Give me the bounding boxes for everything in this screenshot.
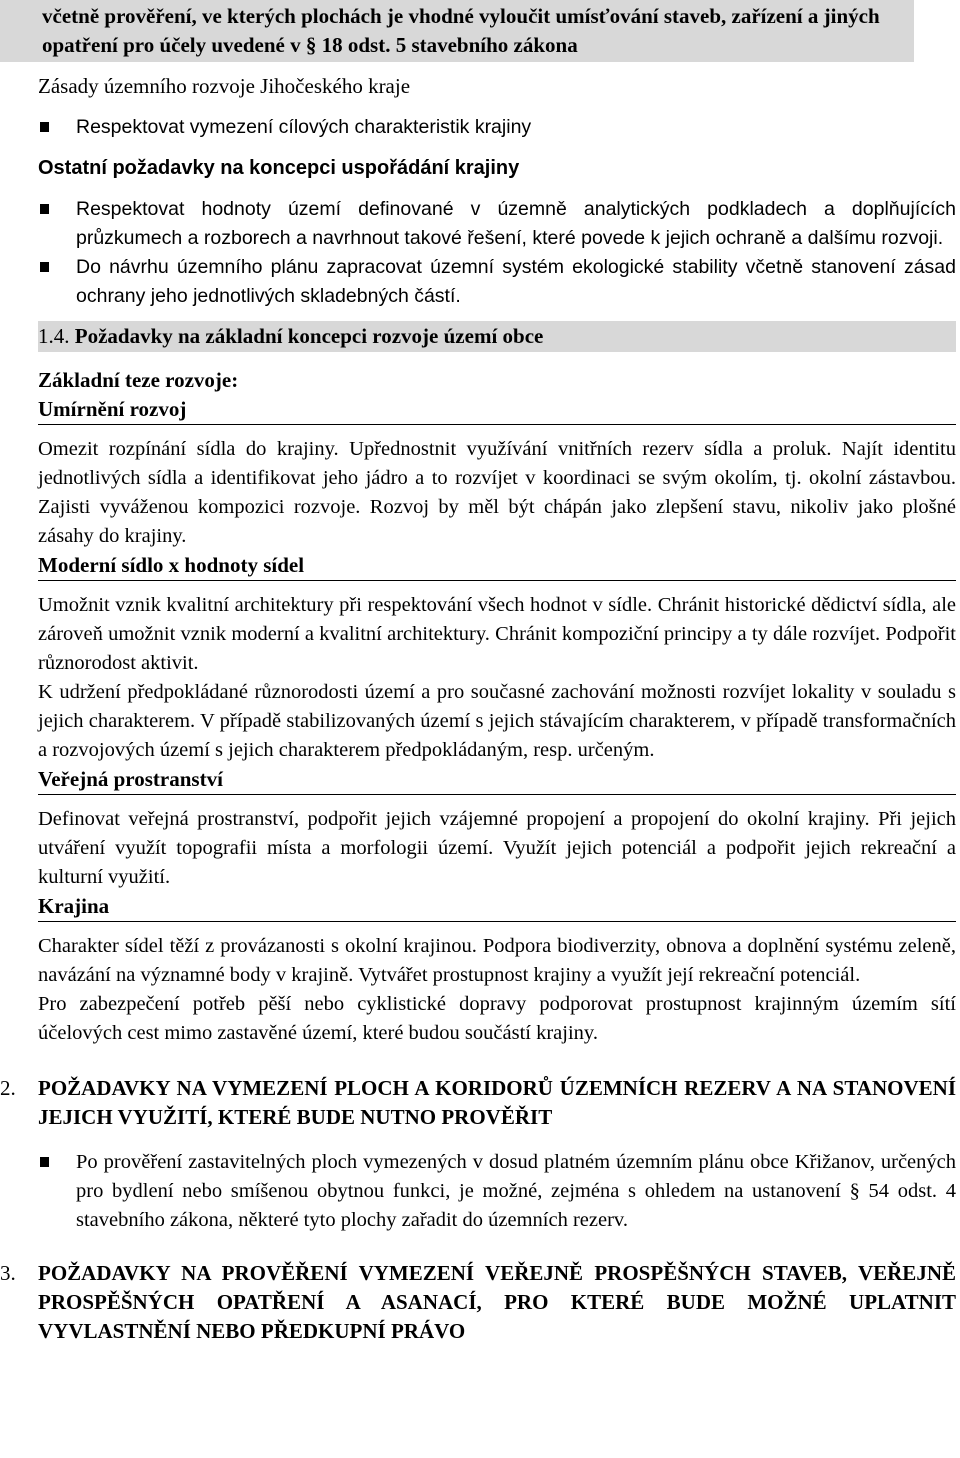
chapter-title: POŽADAVKY NA VYMEZENÍ PLOCH A KORIDORŮ ÚZEMNÍCH REZERV A NA STANOVENÍ JEJICH VYUŽITÍ, KTERÉ BUDE NUTNO PROVĚŘIT (38, 1076, 956, 1129)
intro-text: včetně prověření, ve kterých plochách je vhodné vyloučit umísťování staveb, zařízení a jiných opatření pro účely uvedené v § 18 odst. 5 stavebního zákona (42, 4, 880, 57)
ostatni-list (38, 195, 956, 311)
ostatni-heading: Ostatní požadavky na koncepci uspořádání krajiny (38, 157, 520, 179)
list-item-text: Respektovat hodnoty území definované v územně analytických podkladech a doplňujících průzkumech a rozborech a navrhnout takové řešení, které povede k jejich ochraně a dalšímu rozvoji. (76, 198, 956, 249)
list-item (38, 1148, 956, 1235)
chapter-2-list (38, 1148, 956, 1235)
umirneni-text: Omezit rozpínání sídla do krajiny. Upřednostnit využívání vnitřních rezerv sídla a proluk. Najít identitu jednotlivých sídla a identifikovat jeho jádro a to rozvíjet v koordinaci se svým okolím, tj. okolní zástavbou. Zajisti vyváženou kompozici rozvoje. Rozvoj by měl být chápán jako zlepšení stavu, nikoliv jako plošné zásahy do krajiny. (38, 438, 956, 547)
krajina-text-2: Pro zabezpečení potřeb pěší nebo cyklistické dopravy podporovat prostupnost krajinným územím sítí účelových cest mimo zastavěné území, které budou součástí krajiny. (38, 993, 956, 1044)
chapter-title: POŽADAVKY NA PROVĚŘENÍ VYMEZENÍ VEŘEJNĚ PROSPĚŠNÝCH STAVEB, VEŘEJNĚ PROSPĚŠNÝCH OPATŘENÍ A ASANACÍ, PRO KTERÉ BUDE MOŽNÉ UPLATNIT VYVLASTNĚNÍ NEBO PŘEDKUPNÍ PRÁVO (38, 1261, 956, 1343)
moderni-text-1: Umožnit vznik kvalitní architektury při respektování všech hodnot v sídle. Chránit historické dědictví sídla, ale zároveň umožnit vznik moderní a kvalitní architektury. Chránit kompoziční principy a ty dále rozvíjet. Podpořit různorodost aktivit. (38, 594, 956, 674)
list-item-text: Do návrhu územního plánu zapracovat územní systém ekologické stability včetně stanovení zásad ochrany jeho jednotlivých skladebných částí. (76, 256, 956, 307)
chapter-3-heading (0, 1259, 956, 1346)
chapter-2-heading (0, 1074, 956, 1132)
chapter-number: 3. (0, 1261, 16, 1285)
bullet-icon (40, 1157, 49, 1167)
krajina-text-1: Charakter sídel těží z provázanosti s okolní krajinou. Podpora biodiverzity, obnova a doplnění systému zeleně, navázání na významné body v krajině. Vytvářet prostupnost krajiny a využít její rekreační potenciál. (38, 935, 956, 986)
list-item (38, 253, 956, 311)
list-item-text: Po prověření zastavitelných ploch vymezených v dosud platném územním plánu obce Křižanov, určených pro bydlení nebo smíšenou obytnou funkci, je možné, zejména s ohledem na ustanovení § 54 odst. 4 stavebního zákona, některé tyto plochy zařadit do územních rezerv. (76, 1151, 956, 1231)
list-item (38, 195, 956, 253)
teze-heading: Základní teze rozvoje: (38, 368, 239, 392)
intro-highlight (0, 0, 914, 62)
krajina-heading: Krajina (38, 892, 956, 922)
moderni-heading: Moderní sídlo x hodnoty sídel (38, 551, 956, 581)
bullet-icon (40, 204, 49, 214)
section-1-4-heading (38, 321, 956, 352)
bullet-icon (40, 262, 49, 272)
bullet-icon (40, 122, 49, 132)
list-item (38, 113, 956, 142)
moderni-text-2: K udržení předpokládané různorodosti území a pro současné zachování možnosti rozvíjet lokality v souladu s jejich charakterem. V případě stabilizovaných území s jejich stávajícím charakterem, v případě transformačních a rozvojových území s jejich charakterem předpokládaným, resp. určeným. (38, 681, 956, 761)
section-title: Požadavky na základní koncepci rozvoje území obce (74, 324, 544, 348)
verejna-text: Definovat veřejná prostranství, podpořit jejich vzájemné propojení a propojení do okolní krajiny. Při jejich utváření využít topografii místa a morfologii území. Využít jejich potenciál a podpořit jejich rekreační a kulturní využití. (38, 808, 956, 888)
zasady-list (38, 113, 956, 142)
verejna-heading: Veřejná prostranství (38, 765, 956, 795)
section-number: 1.4. (38, 324, 70, 348)
umirneni-heading: Umírnění rozvoj (38, 395, 956, 425)
zasady-heading: Zásady územního rozvoje Jihočeského kraje (38, 74, 411, 98)
list-item-text: Respektovat vymezení cílových charakteristik krajiny (76, 116, 532, 138)
chapter-number: 2. (0, 1076, 16, 1100)
